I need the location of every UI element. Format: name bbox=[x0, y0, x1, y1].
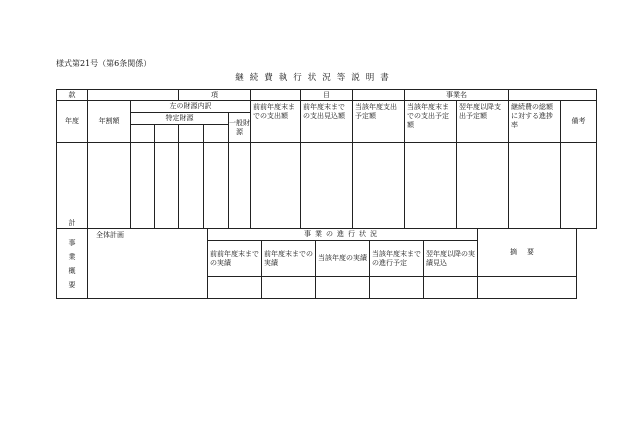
zentai-keikaku-label: 全体計画 bbox=[96, 231, 124, 239]
data-cell bbox=[155, 143, 179, 229]
tokutei-sub-4 bbox=[204, 125, 229, 143]
kou-value bbox=[251, 90, 301, 101]
kou-label: 項 bbox=[179, 90, 251, 101]
data-cell bbox=[88, 143, 131, 229]
tokutei-sub-2 bbox=[155, 125, 179, 143]
shinko-header: 事業の進行状況 bbox=[208, 229, 478, 241]
biko-header: 備考 bbox=[561, 101, 597, 143]
shinko-col-2: 当該年度の実績 bbox=[316, 241, 370, 277]
total-label: 計 bbox=[57, 143, 88, 229]
data-cell bbox=[457, 143, 509, 229]
jigyomei-label: 事業名 bbox=[405, 90, 509, 101]
tokutei-header: 特定財源 bbox=[131, 113, 229, 125]
yokunen-header: 翌年度以降支出予定額 bbox=[457, 101, 509, 143]
data-cell bbox=[509, 143, 561, 229]
jigyo-gaiyo-char: 事 bbox=[68, 238, 76, 247]
data-cell bbox=[131, 143, 155, 229]
wariwakegaku-header: 年割額 bbox=[88, 101, 131, 143]
jigyo-gaiyo-label bbox=[57, 229, 88, 299]
form-number-label: 様式第21号（第6条関係） bbox=[56, 59, 152, 68]
kan-value bbox=[88, 90, 179, 101]
jigyo-gaiyo-char: 業 bbox=[68, 252, 76, 261]
tougai-shishutsu-header: 当該年度支出予定額 bbox=[353, 101, 405, 143]
keizoku-header: 継続費の総額に対する進捗率 bbox=[509, 101, 561, 143]
ippan-header: 一般財源 bbox=[229, 113, 251, 143]
jigyo-gaiyo-char: 概 bbox=[68, 266, 76, 275]
data-cell bbox=[405, 143, 457, 229]
moku-value bbox=[353, 90, 405, 101]
zennen-header: 前年度末までの支出見込額 bbox=[301, 101, 353, 143]
moku-label: 目 bbox=[301, 90, 353, 101]
zenzen-header: 前前年度末までの支出額 bbox=[251, 101, 301, 143]
summary-table bbox=[56, 228, 577, 299]
zaigen-header: 左の財源内訳 bbox=[131, 101, 251, 113]
page-title: 継続費執行状況等説明書 bbox=[235, 73, 395, 83]
shinko-value bbox=[262, 277, 316, 299]
shinko-value bbox=[370, 277, 424, 299]
tokutei-sub-3 bbox=[179, 125, 204, 143]
shinko-col-3: 当該年度末までの進行予定 bbox=[370, 241, 424, 277]
shinko-value bbox=[316, 277, 370, 299]
shinko-value bbox=[208, 277, 262, 299]
shinko-value bbox=[424, 277, 478, 299]
tekiyo-value bbox=[478, 277, 577, 299]
data-cell bbox=[561, 143, 597, 229]
data-cell bbox=[179, 143, 204, 229]
data-cell bbox=[204, 143, 229, 229]
nendo-header: 年度 bbox=[57, 101, 88, 143]
shinko-col-4: 翌年度以降の実績見込 bbox=[424, 241, 478, 277]
jigyomei-value bbox=[509, 90, 597, 101]
data-cell bbox=[251, 143, 301, 229]
shinko-col-0: 前前年度末までの実績 bbox=[208, 241, 262, 277]
data-cell bbox=[301, 143, 353, 229]
tougai-matsu-header: 当該年度末までの支出予定額 bbox=[405, 101, 457, 143]
jigyo-gaiyo-char: 要 bbox=[68, 280, 76, 289]
shinko-col-1: 前年度末までの実績 bbox=[262, 241, 316, 277]
expenditure-table bbox=[56, 89, 597, 229]
data-cell bbox=[229, 143, 251, 229]
zentai-keikaku bbox=[88, 229, 208, 299]
kan-label: 款 bbox=[57, 90, 88, 101]
tekiyo-header: 摘要 bbox=[478, 229, 577, 277]
tokutei-sub-1 bbox=[131, 125, 155, 143]
data-cell bbox=[353, 143, 405, 229]
